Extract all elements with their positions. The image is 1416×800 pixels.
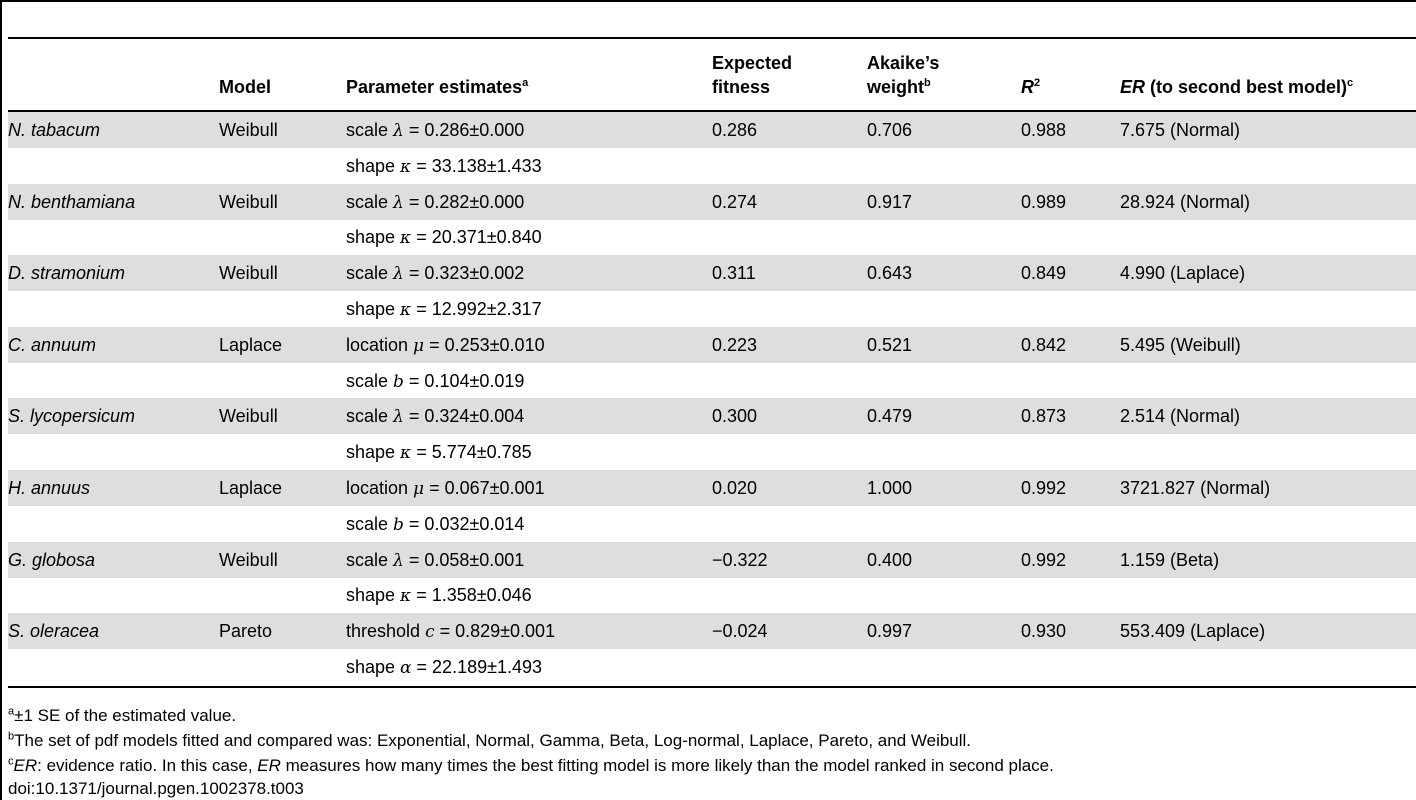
r-squared: 0.873 [1021,406,1067,427]
akaike-weight: 0.917 [867,191,913,212]
parameter-estimate: scale λ = 0.324±0.004 [346,406,525,428]
footnote-c: $^c$ER: evidence ratio. In this case, ER measures how many times the best fitting model is more likely than the model ranked in second place. [8,755,1054,775]
model-name: Pareto [219,621,273,642]
header-model: Model [219,77,271,97]
model-name: Laplace [219,334,283,355]
expected-fitness: 0.274 [712,191,758,212]
evidence-ratio: 1.159 (Beta) [1120,549,1220,570]
model-name: Weibull [219,549,278,570]
parameter-estimate: shape κ = 20.371±0.840 [346,227,542,249]
species-name: H. annuus [8,478,91,498]
parameter-estimate: scale λ = 0.323±0.002 [346,263,525,285]
akaike-weight: 0.997 [867,621,913,642]
model-name: Weibull [219,191,278,212]
species-name: G. globosa [8,549,96,570]
table-row [8,219,1416,255]
evidence-ratio: 553.409 (Laplace) [1120,621,1266,642]
table-row [8,613,1416,649]
expected-fitness: −0.322 [712,549,768,570]
expected-fitness: 0.020 [712,478,758,498]
model-name: Weibull [219,263,278,284]
parameter-estimate: scale λ = 0.282±0.000 [346,191,525,213]
model-name: Laplace [219,478,283,498]
model-name: Weibull [219,120,278,140]
evidence-ratio: 3721.827 (Normal) [1120,478,1271,498]
header-expected-fitness: Expected fitness [712,53,793,97]
parameter-estimate: location μ = 0.253±0.010 [346,334,545,356]
parameter-estimate: shape κ = 33.138±1.433 [346,155,542,177]
expected-fitness: −0.024 [712,621,768,642]
akaike-weight: 1.000 [867,478,913,498]
expected-fitness: 0.286 [712,120,758,140]
parameter-estimate: threshold c = 0.829±0.001 [346,621,556,643]
footnote-a: $^a$±1 SE of the estimated value. [8,705,237,725]
table-row [8,363,1416,399]
parameter-estimate: shape κ = 12.992±2.317 [346,299,542,320]
table-bottom-rule [8,686,1416,688]
parameter-estimate: shape κ = 1.358±0.046 [346,585,532,607]
r-squared: 0.930 [1021,621,1067,642]
parameter-estimate: shape κ = 5.774±0.785 [346,442,532,464]
table-row [8,255,1416,291]
r-squared: 0.988 [1021,120,1067,140]
akaike-weight: 0.479 [867,406,913,427]
evidence-ratio: 4.990 (Laplace) [1120,263,1246,284]
evidence-ratio: 5.495 (Weibull) [1120,334,1241,355]
akaike-weight: 0.706 [867,120,913,140]
parameter-estimate: scale λ = 0.058±0.001 [346,549,525,571]
table-row [8,649,1416,685]
r-squared: 0.992 [1021,478,1067,498]
header-evidence-ratio: ER (to second best model)$^c$ [1120,77,1354,97]
parameter-estimate: shape α = 22.189±1.493 [346,657,543,678]
table-row [8,434,1416,470]
akaike-weight: 0.521 [867,334,913,355]
table-row [8,542,1416,578]
species-name: S. lycopersicum [8,406,136,427]
header-parameter-estimates: Parameter estimates$^a$ [346,77,529,97]
parameter-estimate: scale λ = 0.286±0.000 [346,120,525,141]
parameter-estimate: location μ = 0.067±0.001 [346,478,545,499]
parameter-estimate: scale b = 0.104±0.019 [346,370,525,392]
footnote-b: $^b$The set of pdf models fitted and compared was: Exponential, Normal, Gamma, Beta, Log-normal, Laplace, Pareto, and Weibull. [8,730,972,750]
table-row [8,506,1416,542]
table-row [8,112,1416,148]
table-row [8,148,1416,184]
akaike-weight: 0.400 [867,549,913,570]
r-squared: 0.989 [1021,191,1067,212]
doi-link[interactable]: doi:10.1371/journal.pgen.1002378.t003 [8,779,304,798]
r-squared: 0.842 [1021,334,1067,355]
table-row [8,577,1416,613]
species-name: D. stramonium [8,263,126,284]
header-akaike-weight: Akaike’s weight$^b$ [867,53,940,97]
table-row [8,327,1416,363]
table-row [8,184,1416,220]
r-squared: 0.849 [1021,263,1067,284]
species-name: N. tabacum [8,120,101,140]
r-squared: 0.992 [1021,549,1067,570]
table-row [8,398,1416,434]
expected-fitness: 0.311 [712,263,756,284]
evidence-ratio: 7.675 (Normal) [1120,120,1241,140]
species-name: N. benthamiana [8,191,136,212]
species-name: S. oleracea [8,621,100,642]
species-name: C. annuum [8,334,97,355]
model-name: Weibull [219,406,278,427]
table-top-rule [8,37,1416,39]
akaike-weight: 0.643 [867,263,913,284]
evidence-ratio: 2.514 (Normal) [1120,406,1241,427]
header-r-squared: $R^2$ [1021,77,1041,97]
expected-fitness: 0.300 [712,406,758,427]
table-row [8,470,1416,506]
parameter-estimate: scale b = 0.032±0.014 [346,513,525,535]
table-row [8,291,1416,327]
expected-fitness: 0.223 [712,334,758,355]
evidence-ratio: 28.924 (Normal) [1120,191,1251,212]
